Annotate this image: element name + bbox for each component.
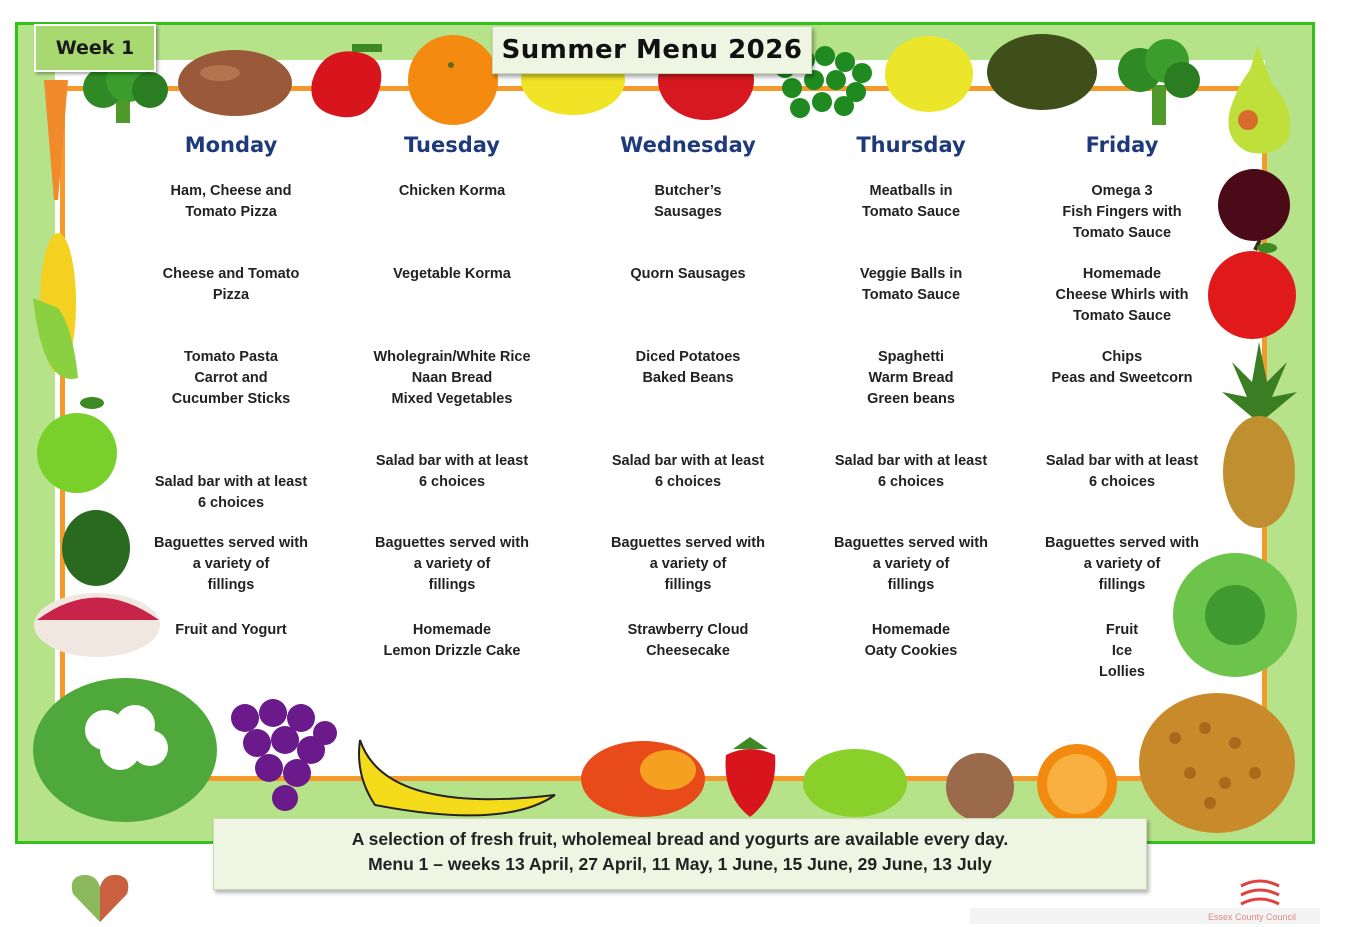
grapes-icon <box>205 678 340 818</box>
day-name: Wednesday <box>620 133 756 157</box>
plum-icon <box>1216 165 1296 245</box>
vegetarian-dish: Cheese and Tomato Pizza <box>162 266 300 303</box>
day-column-tuesday <box>347 130 557 659</box>
main-dish: Butcher’s Sausages <box>654 183 722 220</box>
lime-icon <box>800 745 910 820</box>
orange-slice-icon <box>1030 742 1125 822</box>
footer-line-2: Menu 1 – weeks 13 April, 27 April, 11 May, 1 June, 15 June, 29 June, 13 July <box>368 854 992 874</box>
lemon-icon-2 <box>882 30 977 115</box>
vegetarian-dish: Vegetable Korma <box>393 266 511 282</box>
salad-bar: Salad bar with at least 6 choices <box>154 474 308 511</box>
chickpeas-icon <box>1135 688 1300 838</box>
day-column-friday <box>1017 130 1227 680</box>
vegetarian-dish: Veggie Balls in Tomato Sauce <box>859 266 963 303</box>
baguettes: Baguettes served with a variety of fillings <box>834 535 988 593</box>
spinach-icon <box>58 508 133 593</box>
pear-icon <box>1218 40 1298 160</box>
main-dish: Omega 3 Fish Fingers with Tomato Sauce <box>1062 183 1182 241</box>
red-pepper-icon <box>302 42 392 122</box>
side-dishes: Wholegrain/White Rice Naan Bread Mixed Vegetables <box>373 349 531 407</box>
baguettes: Baguettes served with a variety of fillings <box>611 535 765 593</box>
day-name: Tuesday <box>404 133 500 157</box>
dessert: Homemade Oaty Cookies <box>864 622 958 659</box>
broccoli-icon-2 <box>1112 35 1207 130</box>
footer-notice <box>213 818 1147 890</box>
council-name: Essex County Council <box>1208 912 1297 922</box>
main-dish: Chicken Korma <box>398 183 506 199</box>
day-name: Friday <box>1085 133 1159 157</box>
apple-icon <box>656 72 756 122</box>
essex-crest-icon <box>1238 878 1282 910</box>
heart-logo-icon <box>68 872 133 927</box>
avocado-icon <box>985 28 1100 113</box>
side-dishes: Diced Potatoes Baked Beans <box>635 349 741 386</box>
baguettes: Baguettes served with a variety of fillings <box>154 535 308 593</box>
dessert: Fruit and Yogurt <box>175 622 287 638</box>
cauliflower-icon <box>30 670 220 825</box>
footer-line-1: A selection of fresh fruit, wholemeal bread and yogurts are available every day. <box>351 829 1009 849</box>
side-dishes: Spaghetti Warm Bread Green beans <box>867 349 955 407</box>
day-name: Thursday <box>856 133 966 157</box>
vegetarian-dish: Homemade Cheese Whirls with Tomato Sauce <box>1055 266 1189 324</box>
carrot-icon <box>36 75 76 205</box>
salad-bar: Salad bar with at least 6 choices <box>611 453 765 490</box>
baguettes: Baguettes served with a variety of fillings <box>375 535 529 593</box>
mango-icon <box>578 735 708 820</box>
orange-icon <box>403 30 503 125</box>
coconut-icon <box>940 742 1020 822</box>
day-column-monday <box>126 130 336 638</box>
dessert: Homemade Lemon Drizzle Cake <box>383 622 521 659</box>
week-label: Week 1 <box>34 24 156 72</box>
green-apple-icon <box>30 393 125 493</box>
side-dishes: Tomato Pasta Carrot and Cucumber Sticks <box>171 349 291 407</box>
banana-icon <box>355 735 585 825</box>
day-column-thursday <box>806 130 1016 659</box>
side-dishes: Chips Peas and Sweetcorn <box>1051 349 1193 386</box>
salad-bar: Salad bar with at least 6 choices <box>1045 453 1199 490</box>
baguettes: Baguettes served with a variety of fillings <box>1045 535 1199 593</box>
main-dish: Meatballs in Tomato Sauce <box>861 183 961 220</box>
salad-bar: Salad bar with at least 6 choices <box>834 453 988 490</box>
vegetarian-dish: Quorn Sausages <box>630 266 746 282</box>
dessert: Strawberry Cloud Cheesecake <box>627 622 749 659</box>
strawberry-icon <box>718 735 783 820</box>
salad-bar: Salad bar with at least 6 choices <box>375 453 529 490</box>
dessert: Fruit Ice Lollies <box>1099 622 1145 680</box>
main-dish: Ham, Cheese and Tomato Pizza <box>170 183 292 220</box>
page-title: Summer Menu 2026 <box>492 26 812 74</box>
corn-icon <box>28 218 88 388</box>
potato-icon <box>175 45 295 120</box>
day-column-wednesday <box>583 130 793 659</box>
day-name: Monday <box>184 133 278 157</box>
lemon-icon <box>518 70 628 120</box>
